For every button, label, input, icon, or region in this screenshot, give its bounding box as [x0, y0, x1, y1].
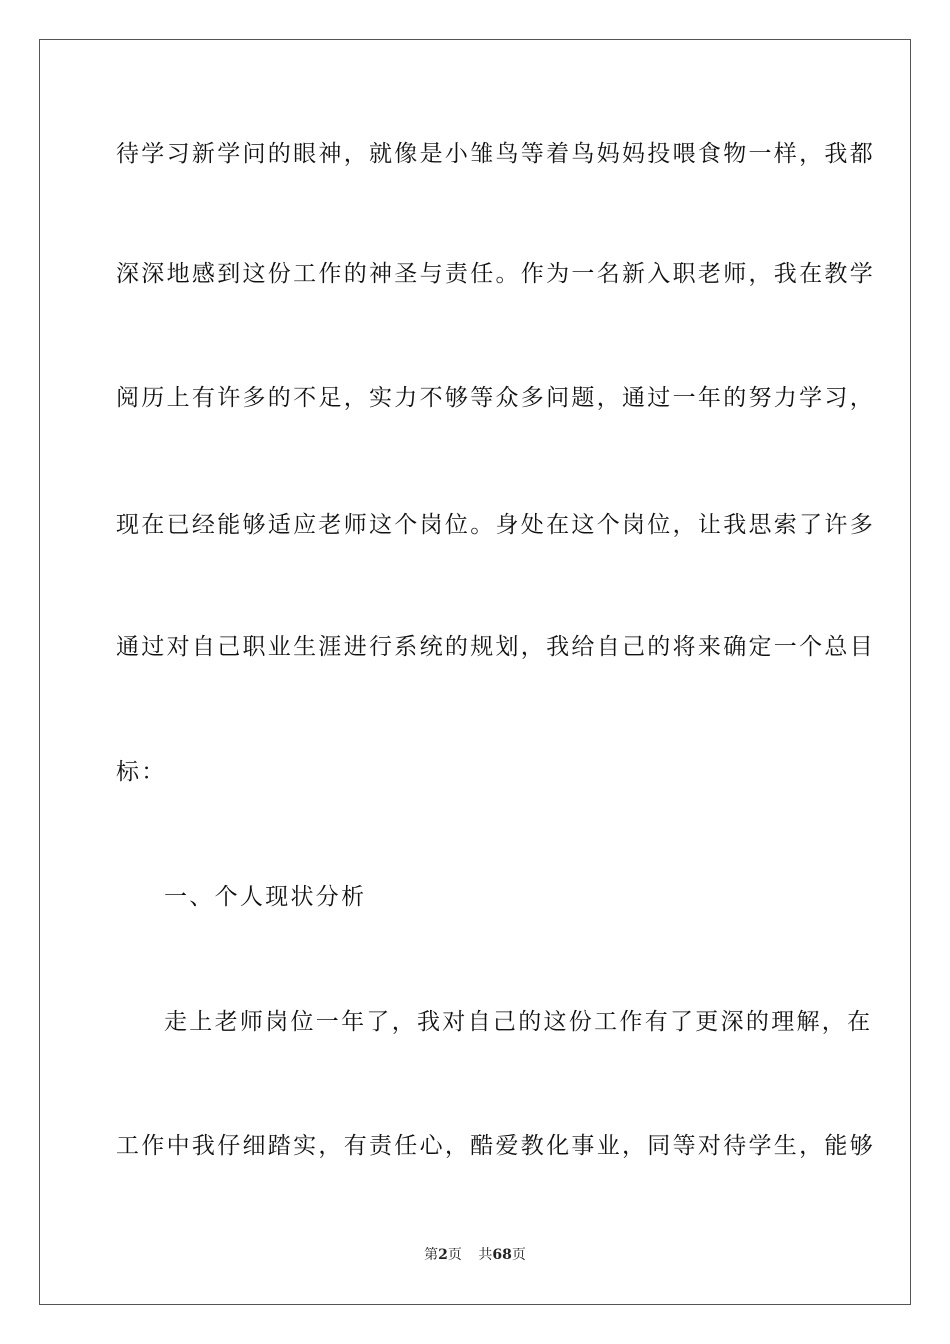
- paragraph-first-line: 走上老师岗位一年了，我对自己的这份工作有了更深的理解，在: [164, 1009, 873, 1035]
- body-line-2: 深深地感到这份工作的神圣与责任。作为一名新入职老师，我在教学: [116, 261, 875, 287]
- body-line-1: 待学习新学问的眼神，就像是小雏鸟等着鸟妈妈投喂食物一样，我都: [116, 141, 875, 167]
- body-line-3: 阅历上有许多的不足，实力不够等众多问题，通过一年的努力学习，: [116, 385, 875, 411]
- body-line-5: 通过对自己职业生涯进行系统的规划，我给自己的将来确定一个总目: [116, 634, 875, 660]
- body-line-4: 现在已经能够适应老师这个岗位。身处在这个岗位，让我思索了许多: [116, 512, 875, 538]
- page-footer: [0, 1246, 950, 1264]
- section-heading: 一、个人现状分析: [164, 884, 367, 910]
- page-indicator: 第2页: [424, 1247, 462, 1263]
- paragraph-second-line: 工作中我仔细踏实，有责任心，酷爱教化事业，同等对待学生，能够: [116, 1133, 875, 1159]
- body-line-6: 标：: [116, 759, 167, 785]
- total-pages-indicator: 共68页: [478, 1247, 526, 1263]
- total-pages: 68: [492, 1247, 512, 1263]
- page-frame: [39, 39, 911, 1305]
- page-number: 2: [438, 1247, 448, 1263]
